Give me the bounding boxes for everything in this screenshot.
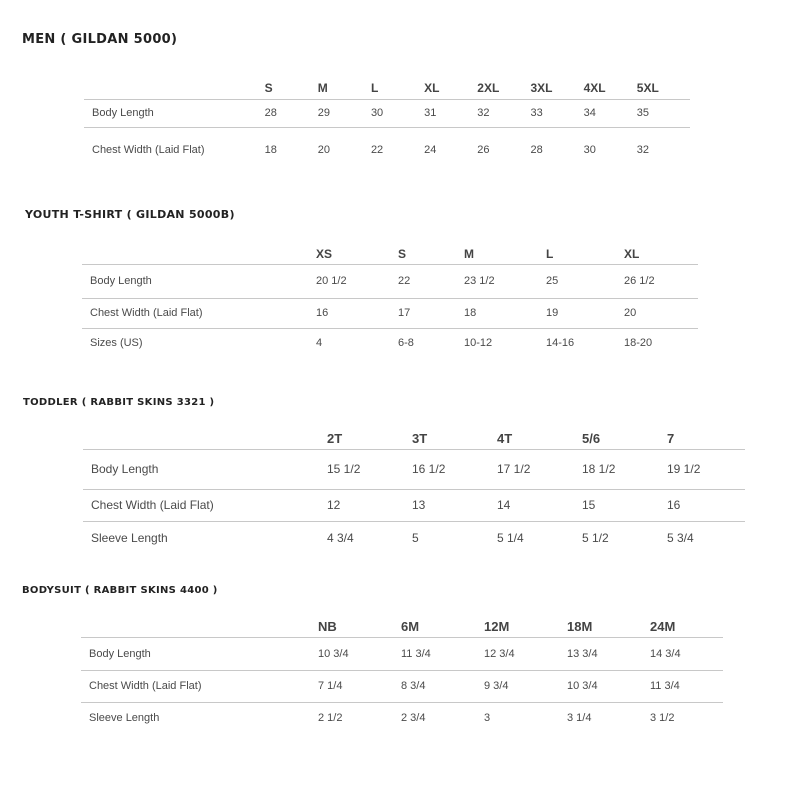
table-cell: 11 3/4 [650,680,680,692]
men-size-table [84,78,690,172]
size-header: L [546,246,554,261]
table-cell: 18 [264,143,277,156]
table-row [81,670,723,702]
youth-size-table [82,244,698,358]
table-cell: 26 [477,143,490,156]
table-cell: 17 1/2 [497,462,531,476]
men-section-title: MEN ( GILDAN 5000) [22,32,178,47]
row-label: Chest Width (Laid Flat) [91,498,214,512]
table-cell: 16 [316,307,329,319]
table-cell: 19 1/2 [667,462,701,476]
table-cell: 32 [636,143,650,156]
header-spacer [82,244,316,264]
table-cell: 5 1/2 [582,531,609,546]
table-cell: 9 3/4 [484,680,509,692]
size-header: 2T [327,431,343,447]
row-label: Body Length [92,107,154,119]
table-row [82,264,698,298]
table-header-row [82,244,698,264]
row-label: Sleeve Length [89,712,160,725]
size-header: 3T [412,431,428,447]
header-spacer [84,78,265,99]
table-cell: 18 1/2 [582,462,616,476]
table-cell: 18-20 [624,337,653,350]
table-row [84,99,690,127]
row-label: Body Length [91,462,159,476]
size-header: M [317,81,328,96]
table-cell: 16 1/2 [412,462,446,476]
size-header: 5/6 [582,431,601,447]
table-cell: 10-12 [464,337,493,350]
table-cell: 16 [667,498,681,512]
table-cell: 15 [582,498,596,512]
bodysuit-size-table [81,617,723,734]
size-header: L [370,81,379,96]
table-cell: 6-8 [398,337,414,350]
table-cell: 33 [530,107,543,119]
table-cell: 13 3/4 [567,647,598,660]
table-cell: 31 [424,107,437,119]
size-header: M [464,246,474,261]
row-label: Body Length [90,275,152,287]
size-header: 7 [667,431,675,447]
table-row [84,127,690,172]
row-label: Body Length [89,647,151,660]
table-cell: 8 3/4 [401,680,426,692]
table-cell: 30 [370,107,384,119]
table-cell: 10 3/4 [567,680,598,692]
table-cell: 12 3/4 [484,647,515,660]
size-header: 18M [567,619,593,635]
table-cell: 13 [412,498,426,512]
table-cell: 20 [624,307,637,319]
size-header: NB [318,619,337,635]
youth-section-title: YOUTH T-SHIRT ( GILDAN 5000B) [25,208,235,221]
row-label: Sizes (US) [90,337,143,350]
table-cell: 11 3/4 [401,647,431,660]
size-header: 24M [650,619,676,635]
table-row [82,328,698,358]
row-label: Chest Width (Laid Flat) [89,680,202,692]
table-cell: 3 1/4 [567,712,592,725]
size-header: 5XL [636,81,659,96]
table-cell: 25 [546,275,559,287]
size-header: 2XL [477,81,500,96]
size-header: S [264,81,273,96]
table-cell: 12 [327,498,341,512]
table-cell: 14-16 [546,337,575,350]
table-cell: 34 [583,107,596,119]
size-header: 4T [497,431,513,447]
table-cell: 35 [636,107,650,119]
header-spacer [83,429,327,449]
table-cell: 32 [477,107,490,119]
table-cell: 14 [497,498,511,512]
toddler-size-table [83,429,745,555]
table-cell: 20 1/2 [316,275,347,287]
size-header: 4XL [583,81,606,96]
table-cell: 24 [424,143,437,156]
table-cell: 10 3/4 [318,647,349,660]
table-row [83,489,745,521]
table-row [81,637,723,670]
table-cell: 26 1/2 [624,275,655,287]
table-cell: 19 [546,307,559,319]
table-row [83,449,745,489]
table-cell: 14 3/4 [650,647,681,660]
size-header: XL [624,246,640,261]
table-cell: 5 [412,531,419,546]
table-cell: 2 3/4 [401,712,426,725]
table-header-row [83,429,745,449]
table-header-row [84,78,690,99]
size-header: XL [424,81,440,96]
table-cell: 22 [370,143,384,156]
table-cell: 23 1/2 [464,275,495,287]
table-cell: 3 [484,712,491,725]
table-cell: 22 [398,275,411,287]
size-header: XS [316,246,333,261]
size-header: 6M [401,619,420,635]
header-spacer [81,617,318,637]
table-cell: 17 [398,307,411,319]
table-cell: 7 1/4 [318,680,343,692]
table-cell: 2 1/2 [318,712,343,725]
table-cell: 30 [583,143,596,156]
row-label: Sleeve Length [91,531,168,546]
table-cell: 5 1/4 [497,531,524,546]
table-row [81,702,723,734]
table-cell: 3 1/2 [650,712,675,725]
row-label: Chest Width (Laid Flat) [92,143,205,156]
table-cell: 4 [316,337,323,350]
table-cell: 28 [264,107,277,119]
table-cell: 15 1/2 [327,462,361,476]
size-header: 12M [484,619,510,635]
table-cell: 5 3/4 [667,531,694,546]
table-cell: 4 3/4 [327,531,354,546]
table-cell: 28 [530,143,543,156]
toddler-section-title: TODDLER ( RABBIT SKINS 3321 ) [23,397,215,408]
table-cell: 18 [464,307,477,319]
bodysuit-section-title: BODYSUIT ( RABBIT SKINS 4400 ) [22,585,218,596]
table-header-row [81,617,723,637]
table-cell: 20 [317,143,331,156]
table-row [83,521,745,555]
size-header: S [398,246,407,261]
row-label: Chest Width (Laid Flat) [90,307,203,319]
table-row [82,298,698,328]
size-header: 3XL [530,81,553,96]
table-cell: 29 [317,107,331,119]
